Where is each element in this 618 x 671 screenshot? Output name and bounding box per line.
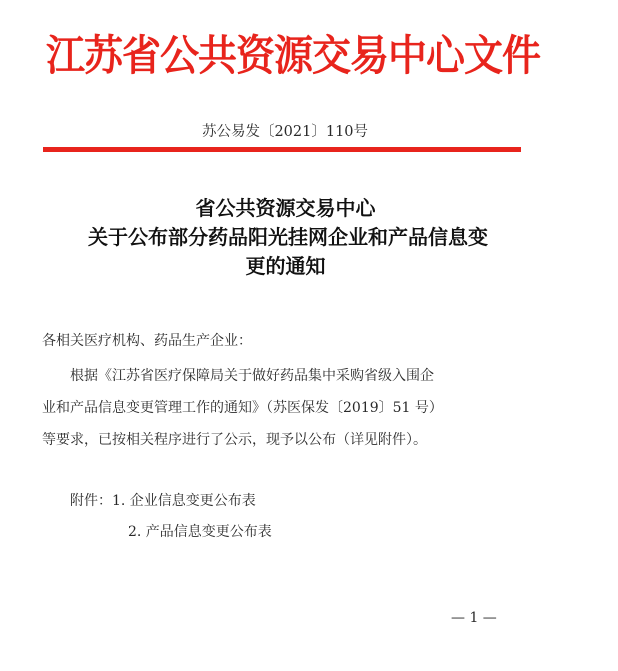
document-title [88, 194, 488, 281]
attachment-item-2: 2. 产品信息变更公布表 [128, 524, 272, 540]
salutation: 各相关医疗机构、药品生产企业： [42, 333, 252, 349]
title-line-2: 关于公布部分药品阳光挂网企业和产品信息变 [88, 225, 488, 249]
title-line-3: 更的通知 [245, 254, 326, 278]
attachment-item-1: 附件：1. 企业信息变更公布表 [70, 493, 256, 509]
paragraph-line-3: 等要求，已按相关程序进行了公示，现予以公布（详见附件）。 [42, 432, 427, 448]
red-divider-line [43, 147, 521, 152]
paragraph-line-1: 根据《江苏省医疗保障局关于做好药品集中采购省级入围企 [70, 368, 434, 384]
document-masthead: 江苏省公共资源交易中心文件 [45, 31, 540, 81]
title-line-1: 省公共资源交易中心 [195, 196, 376, 220]
document-number: 苏公易发〔2021〕110号 [201, 124, 369, 140]
paragraph-line-2: 业和产品信息变更管理工作的通知》（苏医保发〔2019〕51 号） [42, 400, 443, 416]
page-number: — 1 — [451, 610, 497, 626]
